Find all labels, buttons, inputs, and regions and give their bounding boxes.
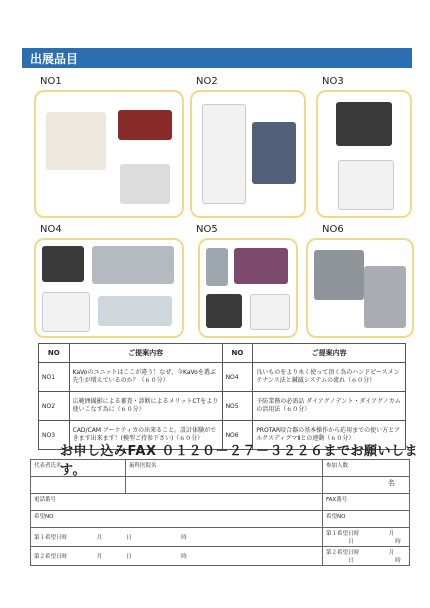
product-card-no1 [34, 90, 184, 218]
phone-field[interactable] [31, 494, 323, 511]
item-label-no1: NO1 [40, 76, 62, 87]
wish-no-label-2: 希望NO [326, 514, 346, 520]
attendees-field[interactable] [323, 460, 410, 477]
diagnocam-image [206, 294, 242, 328]
attendees-unit: 名 [388, 479, 395, 487]
header-no-left: NO [39, 344, 70, 363]
month-label: 月 [388, 531, 395, 537]
dental-chair-image [120, 164, 170, 204]
hour-label: 時 [395, 558, 401, 564]
product-card-no5 [198, 238, 298, 338]
second-wish-label-1: 第２希望日時 [34, 554, 68, 560]
hour-label: 時 [395, 539, 401, 545]
articulator-image [314, 250, 364, 300]
wish-no-label-1: 希望NO [34, 514, 54, 520]
day-label: 日 [126, 535, 132, 541]
row-description: KaVoのユニットはここが違う！なぜ、今KaVoを選ぶ先生が増えているのか？（６０分） [69, 363, 222, 392]
product-card-no2 [190, 90, 306, 218]
proposals-table [38, 343, 406, 450]
header-content-right: ご提案内容 [253, 344, 406, 363]
dental-unit-image [46, 112, 106, 170]
row-no: NO3 [39, 421, 70, 450]
dental-chair-red-image [118, 110, 172, 140]
handpiece-maintenance-unit-image [42, 246, 84, 282]
wish-no-field-2[interactable] [323, 511, 410, 528]
diagnodent-tip-image [234, 248, 288, 284]
phone-label: 電話番号 [34, 497, 57, 503]
product-card-no6 [306, 238, 414, 338]
row-description: 予防業務の必需品 ダイアグノデント・ダイアグノカムの活用法（６０分） [253, 392, 406, 421]
row-no: NO2 [39, 392, 70, 421]
product-card-no4 [34, 238, 184, 338]
row-description: CAD/CAM アーケティカの出来ること。設計体験ができます出来ます！(模型ご持参下さい)（６０分） [69, 421, 222, 450]
header-no-right: NO [222, 344, 253, 363]
item-label-no4: NO4 [40, 224, 62, 235]
ct-scanner-image [202, 104, 246, 204]
section-title: 出展品目 [30, 52, 79, 66]
milling-machine-image [338, 160, 394, 210]
wish-no-field-1[interactable] [31, 511, 323, 528]
ct-scanner-seat-image [252, 122, 296, 184]
row-no: NO6 [222, 421, 253, 450]
item-label-no3: NO3 [322, 76, 344, 87]
section-header [22, 48, 412, 68]
diagnodent-device-image [250, 294, 290, 330]
first-wish-date-field-1[interactable] [31, 528, 323, 547]
handpiece-set-image [98, 296, 172, 326]
cadcam-unit-image [336, 102, 392, 146]
row-no: NO4 [222, 363, 253, 392]
row-description: 広範囲撮影による審査・診断によるメリットCTをより使いこなす為に（６０分） [69, 392, 222, 421]
table-row [39, 392, 406, 421]
fax-field[interactable] [323, 494, 410, 511]
row-description: 良いものをより永く使って頂く為のハンドピースメンテナンス法と鍼滅システムの流れ（６０分） [253, 363, 406, 392]
table-header-row [39, 344, 406, 363]
diagnodent-pen-image [206, 248, 228, 286]
first-wish-date-field-2[interactable] [323, 528, 410, 547]
row-no: NO5 [222, 392, 253, 421]
attendees-input[interactable] [323, 477, 410, 494]
clinic-name-field[interactable] [126, 460, 323, 477]
first-wish-label-1: 第１希望日時 [34, 535, 68, 541]
sterilizer-image [42, 292, 90, 332]
fax-label: FAX番号 [326, 497, 348, 503]
representative-name-label: 代表者氏名 [34, 463, 62, 469]
row-no: NO1 [39, 363, 70, 392]
day-label: 日 [348, 539, 354, 545]
month-label: 月 [96, 554, 103, 560]
clinic-name-label: 歯科医院名 [129, 463, 157, 469]
attendees-label: 参加人数 [326, 463, 349, 469]
handpieces-image [92, 246, 174, 284]
first-wish-label-2: 第１希望日時 [326, 531, 360, 537]
clinic-name-input[interactable] [126, 477, 323, 494]
item-label-no6: NO6 [322, 224, 344, 235]
second-wish-label-2: 第２希望日時 [326, 550, 360, 556]
row-description: PROTAR咬合器の基本操作から応用までの使い方とアルクスディグマⅡとの連動（６０分） [253, 421, 406, 450]
second-wish-date-field-1[interactable] [31, 547, 323, 566]
month-label: 月 [96, 535, 103, 541]
application-form [30, 459, 410, 566]
product-card-no3 [316, 90, 412, 218]
day-label: 日 [126, 554, 132, 560]
representative-name-input[interactable] [31, 477, 126, 494]
fax-instruction: お申し込みFAX ０１２０－２７－３２２６までお願いします。 [60, 444, 418, 478]
item-label-no2: NO2 [196, 76, 218, 87]
arcus-digma-head-image [364, 266, 406, 328]
hour-label: 時 [181, 554, 187, 560]
month-label: 月 [388, 550, 395, 556]
second-wish-date-field-2[interactable] [323, 547, 410, 566]
representative-name-field[interactable] [31, 460, 126, 477]
header-content-left: ご提案内容 [69, 344, 222, 363]
day-label: 日 [348, 558, 354, 564]
hour-label: 時 [181, 535, 187, 541]
item-label-no5: NO5 [196, 224, 218, 235]
table-row [39, 363, 406, 392]
